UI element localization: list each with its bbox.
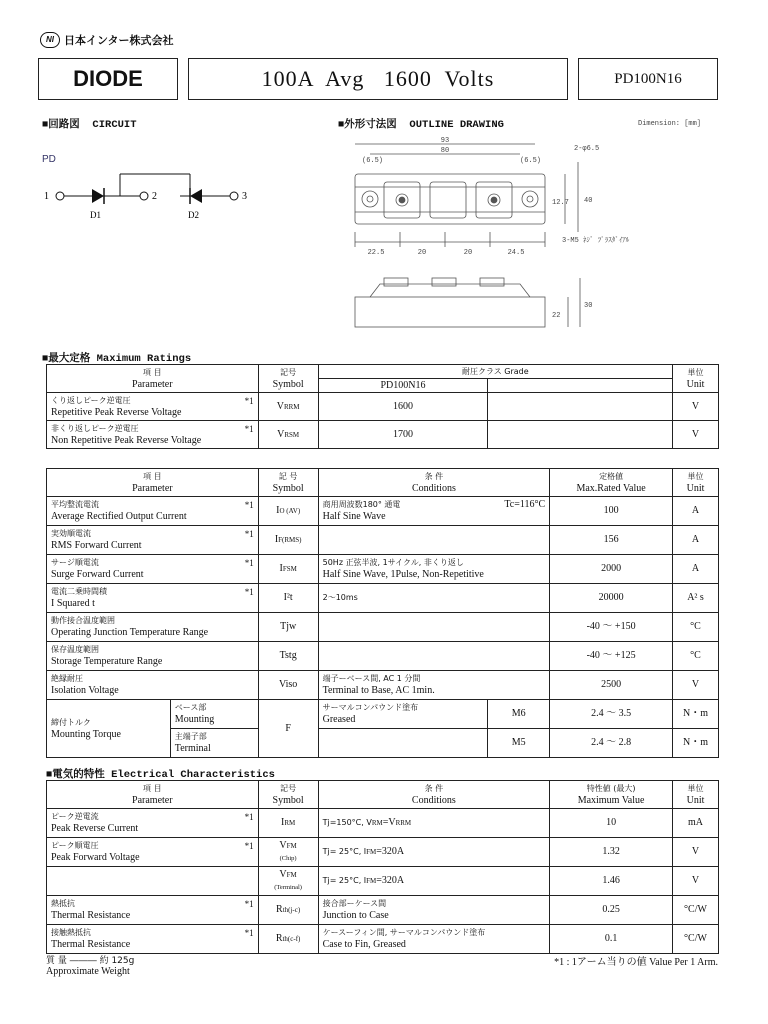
grade-table xyxy=(46,364,719,449)
unit-cell: °C xyxy=(673,642,719,671)
table-row xyxy=(47,671,719,700)
terminal-note: 3-M5 ﾈｼﾞ ﾌﾟﾗｽﾀﾞｲｱﾙ xyxy=(562,237,630,245)
pin-2-terminal xyxy=(140,192,148,200)
condition-cell: Tj= 25°C, IFM=320A xyxy=(318,838,550,867)
table-row xyxy=(47,809,719,838)
value-cell: 10 xyxy=(550,809,673,838)
param-cell: *1 ピーク逆電流 Peak Reverse Current xyxy=(47,809,259,838)
condition-cell: 端子ーベース間, AC 1 分間 Terminal to Base, AC 1min. xyxy=(318,671,550,700)
dim-overall-width: 93 xyxy=(440,137,450,145)
value-cell: 1600 xyxy=(318,393,488,421)
condition-cell: Tj= 25°C, IFM=320A xyxy=(318,867,550,896)
electrical-table xyxy=(46,780,719,954)
symbol-cell: Viso xyxy=(258,671,318,700)
unit-cell: A² s xyxy=(673,584,719,613)
symbol-cell: VRRM xyxy=(258,393,318,421)
footnote: *1 : 1アーム当りの値 Value Per 1 Arm. xyxy=(554,957,718,968)
diode-d1-symbol xyxy=(92,189,104,203)
value-cell: 0.25 xyxy=(550,896,673,925)
col-unit: 単位 Unit xyxy=(673,365,719,393)
torque-sub-terminal: 主端子部 Terminal xyxy=(170,729,258,758)
param-cell: *1 熱抵抗 Thermal Resistance xyxy=(47,896,259,925)
col-value: 定格値 Max.Rated Value xyxy=(550,469,673,497)
torque-symbol: F xyxy=(258,700,318,758)
pin-2-label: 2 xyxy=(152,191,157,202)
device-type-box xyxy=(38,58,178,100)
condition-cell xyxy=(318,642,550,671)
value-cell: 2000 xyxy=(550,555,673,584)
table-row xyxy=(47,393,719,421)
unit-cell: A xyxy=(673,497,719,526)
torque-unit: N・m xyxy=(673,729,719,758)
table-row xyxy=(47,584,719,613)
unit-cell: V xyxy=(673,393,719,421)
value-cell: 2500 xyxy=(550,671,673,700)
pin-3-terminal xyxy=(230,192,238,200)
outline-heading-en: OUTLINE DRAWING xyxy=(409,119,504,131)
unit-cell: °C xyxy=(673,613,719,642)
circuit-label: PD xyxy=(42,154,56,165)
circuit-schematic xyxy=(40,166,270,226)
condition-cell: 接合部ーケース間 Junction to Case xyxy=(318,896,550,925)
param-cell: *1 非くり返しピーク逆電圧 Non Repetitive Peak Reverse Voltage xyxy=(47,421,259,449)
unit-cell: V xyxy=(673,421,719,449)
value-cell: 20000 xyxy=(550,584,673,613)
dimension-note: Dimension: [mm] xyxy=(638,120,702,128)
dim-bottom-4: 24.5 xyxy=(507,249,525,257)
dim-terminal-pitch: 12.7 xyxy=(552,199,569,207)
company-logo xyxy=(40,32,174,48)
col-value: 特性値 (最大) Maximum Value xyxy=(550,781,673,809)
condition-cell xyxy=(318,613,550,642)
value-cell: 1700 xyxy=(318,421,488,449)
electrical-heading-en: Electrical Characteristics xyxy=(111,769,275,781)
dim-bottom-1: 22.5 xyxy=(367,249,385,257)
device-type: DIODE xyxy=(73,66,143,91)
col-conditions: 条 件 Conditions xyxy=(318,781,550,809)
mount-hole-right xyxy=(522,191,538,207)
outline-heading xyxy=(338,116,504,131)
table-row xyxy=(47,838,719,867)
param-cell: *1 くり返しピーク逆電圧 Repetitive Peak Reverse Voltage xyxy=(47,393,259,421)
max-ratings-heading-jp: ■最大定格 xyxy=(42,353,91,365)
dim-hole-pitch: 80 xyxy=(440,147,450,155)
pin-1-label: 1 xyxy=(44,191,49,202)
unit-cell: V xyxy=(673,838,719,867)
table-row xyxy=(47,896,719,925)
param-cell: *1 実効順電流 RMS Forward Current xyxy=(47,526,259,555)
symbol-cell: IO (AV) xyxy=(258,497,318,526)
dim-side-height: 30 xyxy=(584,302,593,310)
torque-value: 2.4 ～ 2.8 xyxy=(550,729,673,758)
symbol-cell: VFM (Chip) xyxy=(258,838,318,867)
torque-param: 締付トルク Mounting Torque xyxy=(47,700,171,758)
value-cell: 0.1 xyxy=(550,925,673,954)
unit-cell: °C/W xyxy=(673,896,719,925)
table-row xyxy=(47,642,719,671)
value-cell: -40 ～ +125 xyxy=(550,642,673,671)
diode-d2-symbol xyxy=(190,189,202,203)
col-symbol: 記号 Symbol xyxy=(258,365,318,393)
value-cell: 100 xyxy=(550,497,673,526)
table-row xyxy=(47,497,719,526)
circuit-heading xyxy=(42,116,137,131)
param-cell: 動作接合温度範囲 Operating Junction Temperature Range xyxy=(47,613,259,642)
torque-condition: サーマルコンパウンド塗布 Greased xyxy=(318,700,488,729)
grade-empty xyxy=(488,379,673,393)
rating-text: 100A Avg 1600 Volts xyxy=(261,66,495,91)
condition-cell: 商用周波数180° 通電 Tc=116°C Half Sine Wave xyxy=(318,497,550,526)
param-cell: 絶縁耐圧 Isolation Voltage xyxy=(47,671,259,700)
condition-cell xyxy=(318,526,550,555)
symbol-cell: Rth(c-f) xyxy=(258,925,318,954)
param-cell: 保存温度範囲 Storage Temperature Range xyxy=(47,642,259,671)
torque-sub-mounting: ベース部 Mounting xyxy=(170,700,258,729)
electrical-heading xyxy=(46,766,275,781)
torque-unit: N・m xyxy=(673,700,719,729)
symbol-cell: Rth(j-c) xyxy=(258,896,318,925)
col-unit: 単位 Unit xyxy=(673,469,719,497)
unit-cell: °C/W xyxy=(673,925,719,954)
mount-hole-left xyxy=(362,191,378,207)
col-grade: 耐圧クラス Grade xyxy=(318,365,672,379)
param-cell: *1 平均整流電流 Average Rectified Output Current xyxy=(47,497,259,526)
circuit-heading-en: CIRCUIT xyxy=(92,119,137,131)
condition-cell: 2～10ms xyxy=(318,584,550,613)
pin-3-label: 3 xyxy=(242,191,247,202)
pin-1-terminal xyxy=(56,192,64,200)
diode-d1-label: D1 xyxy=(90,210,101,220)
torque-value: 2.4 ～ 3.5 xyxy=(550,700,673,729)
value-cell: 1.46 xyxy=(550,867,673,896)
table-row xyxy=(47,925,719,954)
rating-box xyxy=(188,58,568,100)
condition-cell: Tj=150°C, VRM=VRRM xyxy=(318,809,550,838)
col-symbol: 記号 Symbol xyxy=(258,781,318,809)
electrical-heading-jp: ■電気的特性 xyxy=(46,769,105,781)
unit-cell: V xyxy=(673,867,719,896)
max-ratings-heading-en: Maximum Ratings xyxy=(96,353,192,365)
table-row xyxy=(47,421,719,449)
unit-cell: mA xyxy=(673,809,719,838)
unit-cell: A xyxy=(673,555,719,584)
table-row xyxy=(47,613,719,642)
condition-cell: 50Hz 正弦半波, 1サイクル, 非くり返し Half Sine Wave, 1Pulse, Non-Repetitive xyxy=(318,555,550,584)
weight-label xyxy=(46,953,134,977)
symbol-cell: VFM (Terminal) xyxy=(258,867,318,896)
torque-size: M6 xyxy=(488,700,550,729)
weight-jp: 質 量 ――― 約 125g xyxy=(46,956,135,966)
module-top-outline xyxy=(355,174,545,224)
col-unit: 単位 Unit xyxy=(673,781,719,809)
logo-mark: NI xyxy=(40,32,60,48)
col-conditions: 条 件 Conditions xyxy=(318,469,550,497)
torque-size: M5 xyxy=(488,729,550,758)
company-name: 日本インター株式会社 xyxy=(64,35,174,47)
module-side-body xyxy=(355,297,545,327)
circuit-heading-jp: ■回路図 xyxy=(42,119,80,131)
dim-bottom-3: 20 xyxy=(463,249,473,257)
part-number-box xyxy=(578,58,718,100)
symbol-cell: IF(RMS) xyxy=(258,526,318,555)
param-cell: *1 サージ順電流 Surge Forward Current xyxy=(47,555,259,584)
torque-row-mounting xyxy=(47,700,719,729)
dim-bottom-2: 20 xyxy=(417,249,427,257)
unit-cell: A xyxy=(673,526,719,555)
col-parameter: 項 目 Parameter xyxy=(47,365,259,393)
max-ratings-heading xyxy=(42,350,191,365)
col-symbol: 記 号 Symbol xyxy=(258,469,318,497)
col-parameter: 項 目 Parameter xyxy=(47,781,259,809)
part-number: PD100N16 xyxy=(614,70,682,87)
param-cell: *1 ピーク順電圧 Peak Forward Voltage xyxy=(47,838,259,867)
table-row xyxy=(47,867,719,896)
symbol-cell: Tstg xyxy=(258,642,318,671)
dim-height: 40 xyxy=(584,197,593,205)
symbol-cell: VRSM xyxy=(258,421,318,449)
unit-cell: V xyxy=(673,671,719,700)
condition-cell: ケースーフィン間, サーマルコンパウンド塗布 Case to Fin, Greased xyxy=(318,925,550,954)
table-row xyxy=(47,555,719,584)
col-parameter: 項 目 Parameter xyxy=(47,469,259,497)
grade-name: PD100N16 xyxy=(318,379,488,393)
dim-left-edge: (6.5) xyxy=(362,157,384,165)
weight-en: Approximate Weight xyxy=(46,966,130,977)
table-row xyxy=(47,526,719,555)
symbol-cell: I²t xyxy=(258,584,318,613)
dim-side-base: 22 xyxy=(552,312,561,320)
symbol-cell: IFSM xyxy=(258,555,318,584)
max-ratings-table xyxy=(46,468,719,758)
value-cell: -40 ～ +150 xyxy=(550,613,673,642)
param-cell: *1 接触熱抵抗 Thermal Resistance xyxy=(47,925,259,954)
diode-d2-label: D2 xyxy=(188,210,199,220)
dim-right-edge: (6.5) xyxy=(520,157,542,165)
param-cell: *1 電流二乗時間積 I Squared t xyxy=(47,584,259,613)
symbol-cell: Tjw xyxy=(258,613,318,642)
hole-note: 2-φ6.5 xyxy=(574,145,600,153)
outline-heading-jp: ■外形寸法図 xyxy=(338,119,397,131)
outline-drawing xyxy=(340,132,630,342)
value-cell: 156 xyxy=(550,526,673,555)
param-cell xyxy=(47,867,259,896)
value-cell: 1.32 xyxy=(550,838,673,867)
symbol-cell: IRM xyxy=(258,809,318,838)
